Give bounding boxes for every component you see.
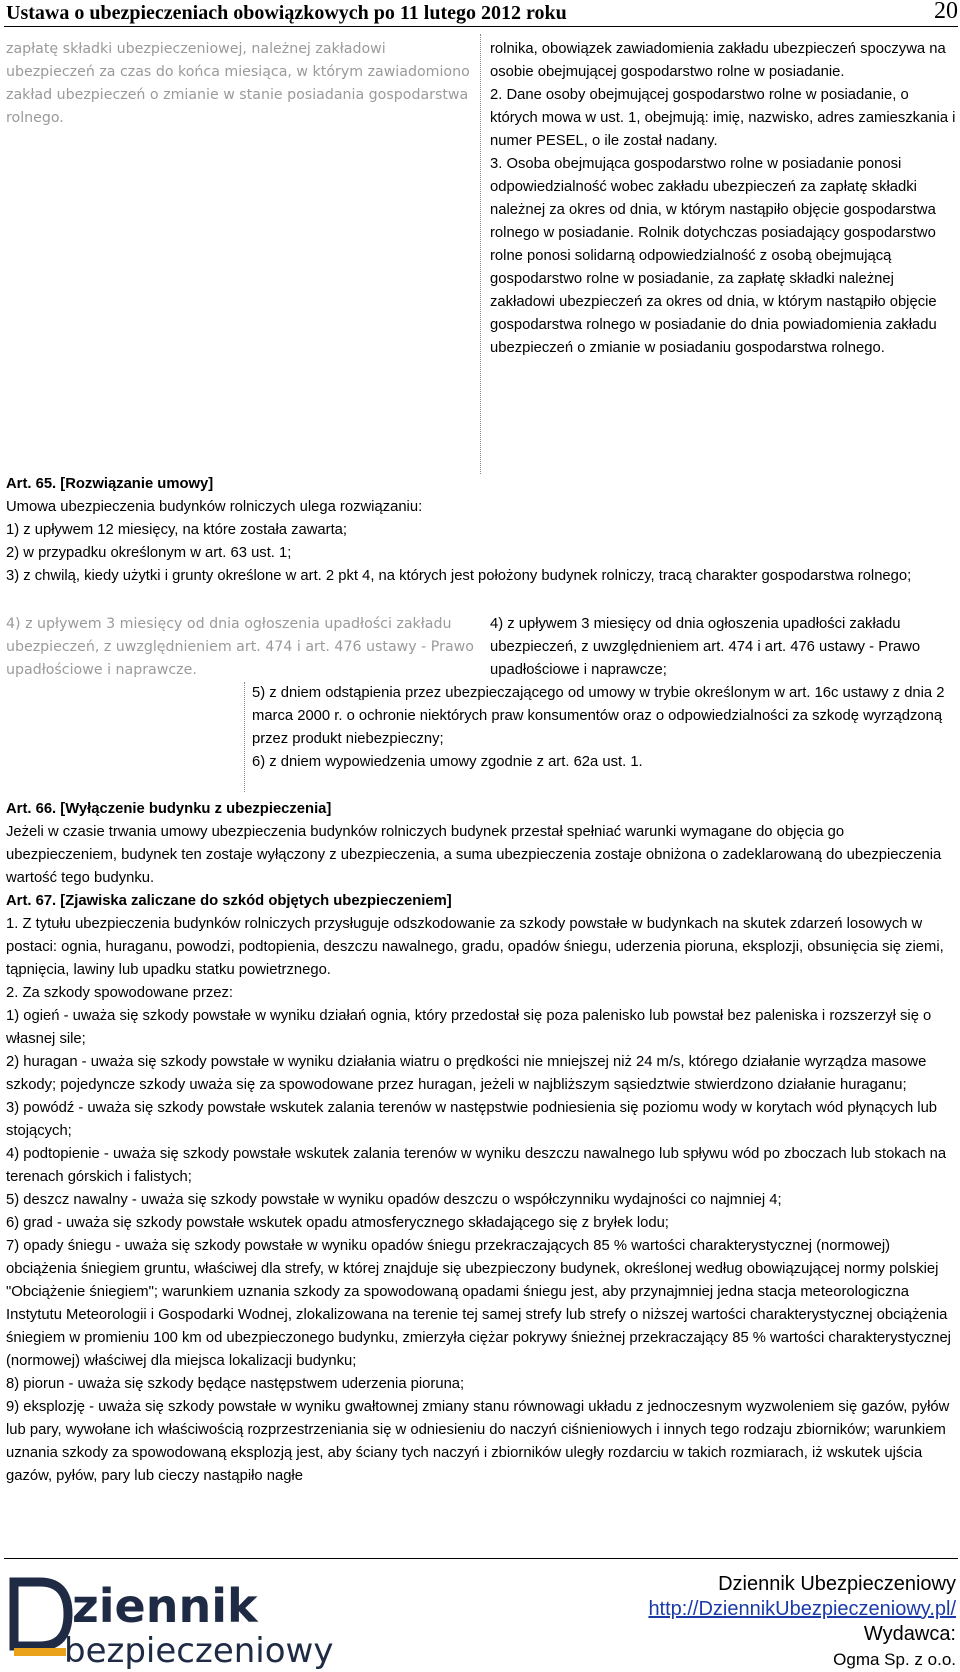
article-line: 1) ogień - uważa się szkody powstałe w wyniku działań ognia, który przedostał się poza palenisko lub powstał bez paleniska i rozszerzył się o własnej sile; [6,1008,932,1047]
new-paragraph: 4) z upływem 3 miesięcy od dnia ogłoszenia upadłości zakładu ubezpieczeń, z uwzględnieniem art. 474 i art. 476 ustawy - Prawo upadłościowe i naprawcze; [490,616,921,678]
article-line: 3) z chwilą, kiedy użytki i grunty określone w art. 2 pkt 4, na których jest położony budynek rolniczy, tracą charakter gospodarstwa rolnego; [6,568,912,584]
publication-link[interactable]: http://DziennikUbezpieczeniowy.pl/ [648,1598,956,1620]
article-line: Umowa ubezpieczenia budynków rolniczych ulega rozwiązaniu: [6,499,423,515]
footer-info [536,1572,956,1672]
article-line: 6) grad - uważa się szkody powstałe wskutek opadu atmosferycznego składającego się z bryłek lodu; [6,1215,669,1231]
page-number: 20 [934,0,958,24]
old-version-top [6,38,476,130]
new-paragraph: 2. Dane osoby obejmującej gospodarstwo rolne w posiadanie, o których mowa w ust. 1, obejmują: imię, nazwisko, adres zamieszkania i numer PESEL, o ile został nadany. [490,87,956,149]
article-65 [6,473,956,588]
new-paragraph: 5) z dniem odstąpienia przez ubezpieczającego od umowy w trybie określonym w art. 16c ustawy z dnia 2 marca 2000 r. o ochronie niektórych praw konsumentów oraz o odpowiedzialności za szkodę wyrządzoną przez produkt niebezpieczny; [252,685,945,747]
new-version-items [252,682,956,774]
column-divider [480,34,481,474]
old-paragraph: zapłatę składki ubezpieczeniowej, należnej zakładowi ubezpieczeń za czas do końca miesiąca, w którym zawiadomiono zakład ubezpieczeń o zmianie w stanie posiadania gospodarstwa rolnego. [6,41,470,126]
article-heading: Art. 65. [Rozwiązanie umowy] [6,476,214,492]
logo-word-ziennik: ziennik [72,1579,258,1633]
page-header [4,0,958,27]
logo-word-bezpieczeniowy: bezpieczeniowy [64,1631,334,1670]
article-line: 7) opady śniegu - uważa się szkody powstałe w wyniku opadów śniegu przekraczających 85 % wartości charakterystycznej (normowej) obciążenia śniegiem gruntu, właściwej dla strefy, w której znajduje się ubezpieczony budynek, określonej według obowiązującej normy polskiej "Obciążenie śniegiem"; warunkiem uznania szkody za spowodowaną opadami śniegu jest, aby przynajmniej jedna stacja meteorologiczna Instytutu Meteorologii i Gospodarki Wodnej, zlokalizowana na terenie tej samej strefy lub strefy o niższej wartości charakterystycznej obciążenia śniegiem w promieniu 100 km od ubezpieczonego budynku, zmierzyła ciężar pokrywy śnieżnej przekraczający 85 % wartości charakterystycznej (normowej) właściwej dla miejsca lokalizacji budynku; [6,1238,951,1369]
article-line: 3) powódź - uważa się szkody powstałe wskutek zalania terenów w następstwie podniesienia się poziomu wody w korytach wód płynących lub stojących; [6,1100,938,1139]
article-heading: Art. 67. [Zjawiska zaliczane do szkód objętych ubezpieczeniem] [6,893,452,909]
old-version-item4 [6,613,476,682]
article-line: 4) podtopienie - uważa się szkody powstałe wskutek zalania terenów w wyniku deszczu nawalnego lub spływu wód po zboczach lub stokach na terenach górskich i falistych; [6,1146,947,1185]
document-title: Ustawa o ubezpieczeniach obowiązkowych po 11 lutego 2012 roku [6,2,567,24]
new-paragraph: 3. Osoba obejmująca gospodarstwo rolne w posiadanie ponosi odpowiedzialność wobec zakładu ubezpieczeń za zapłatę składki należnej za okres od dnia, w którym nastąpiło objęcie gospodarstwa rolnego w posiadanie. Rolnik dotychczas posiadający gospodarstwo rolne ponosi solidarną odpowiedzialność z osobą obejmującą gospodarstwo rolne w posiadanie, za zapłatę składki należnej zakładowi ubezpieczeń za okres od dnia, w którym nastąpiło objęcie gospodarstwa rolnego w posiadanie do dnia powiadomienia zakładu ubezpieczeń o zmianie w posiadaniu gospodarstwa rolnego. [490,156,937,356]
column-divider [244,682,245,792]
new-version-top [490,38,956,360]
logo-emblem-icon [14,1582,68,1652]
footer-divider [4,1558,958,1559]
article-line: 8) piorun - uważa się szkody będące następstwem uderzenia pioruna; [6,1376,465,1392]
article-heading: Art. 66. [Wyłączenie budynku z ubezpieczenia] [6,801,332,817]
dziennik-logo [6,1570,366,1670]
article-line: 2) w przypadku określonym w art. 63 ust. 1; [6,545,292,561]
publication-name: Dziennik Ubezpieczeniowy [718,1573,956,1595]
article-line: 2) huragan - uważa się szkody powstałe w wyniku działania wiatru o prędkości nie mniejszej niż 24 m/s, którego działanie wyrządza masowe szkody; pojedyncze szkody uważa się za spowodowane przez huragan, jeżeli w najbliższym sąsiedztwie stwierdzono działanie huraganu; [6,1054,927,1093]
article-line: Jeżeli w czasie trwania umowy ubezpieczenia budynków rolniczych budynek przestał spełniać warunki wymagane do objęcia go ubezpieczeniem, budynek ten zostaje wyłączony z ubezpieczenia, a suma ubezpieczenia zostaje obniżona o zadeklarowaną do ubezpieczenia wartość tego budynku. [6,824,942,886]
old-paragraph: 4) z upływem 3 miesięcy od dnia ogłoszenia upadłości zakładu ubezpieczeń, z uwzględnieniem art. 474 i art. 476 ustawy - Prawo upadłościowe i naprawcze. [6,616,474,678]
article-line: 2. Za szkody spowodowane przez: [6,985,234,1001]
publisher-label: Wydawca: [863,1623,956,1645]
new-paragraph: 6) z dniem wypowiedzenia umowy zgodnie z art. 62a ust. 1. [252,754,643,770]
new-version-item4 [490,613,956,682]
article-line: 9) eksplozję - uważa się szkody powstałe w wyniku gwałtownej zmiany stanu równowagi układu z jednoczesnym wyzwoleniem się gazów, pyłów lub pary, wywołane ich właściwością rozprzestrzeniania się w odniesieniu do naczyń ciśnieniowych i innych tego rodzaju zbiorników; warunkiem uznania szkody za spowodowaną eksplozją jest, aby ściany tych naczyń i zbiorników uległy rozdarciu w takich rozmiarach, iż wskutek ujścia gazów, pyłów, pary lub cieczy nastąpiło nagłe [6,1399,950,1484]
article-line: 1) z upływem 12 miesięcy, na które została zawarta; [6,522,348,538]
article-line: 1. Z tytułu ubezpieczenia budynków rolniczych przysługuje odszkodowanie za szkody powstałe w budynkach na skutek zdarzeń losowych w postaci: ognia, huraganu, powodzi, podtopienia, deszczu nawalnego, gradu, opadów śniegu, uderzenia pioruna, eksplozji, obsunięcia się ziemi, tąpnięcia, lawiny lub upadku statku powietrznego. [6,916,944,978]
article-line: 5) deszcz nawalny - uważa się szkody powstałe w wyniku opadów deszczu o współczynniku wydajności co najmniej 4; [6,1192,782,1208]
publisher-company: Ogma Sp. z o.o. [833,1650,956,1669]
new-paragraph: rolnika, obowiązek zawiadomienia zakładu ubezpieczeń spoczywa na osobie obejmującej gospodarstwo rolne w posiadanie. [490,41,946,80]
articles-66-67 [6,798,956,1488]
